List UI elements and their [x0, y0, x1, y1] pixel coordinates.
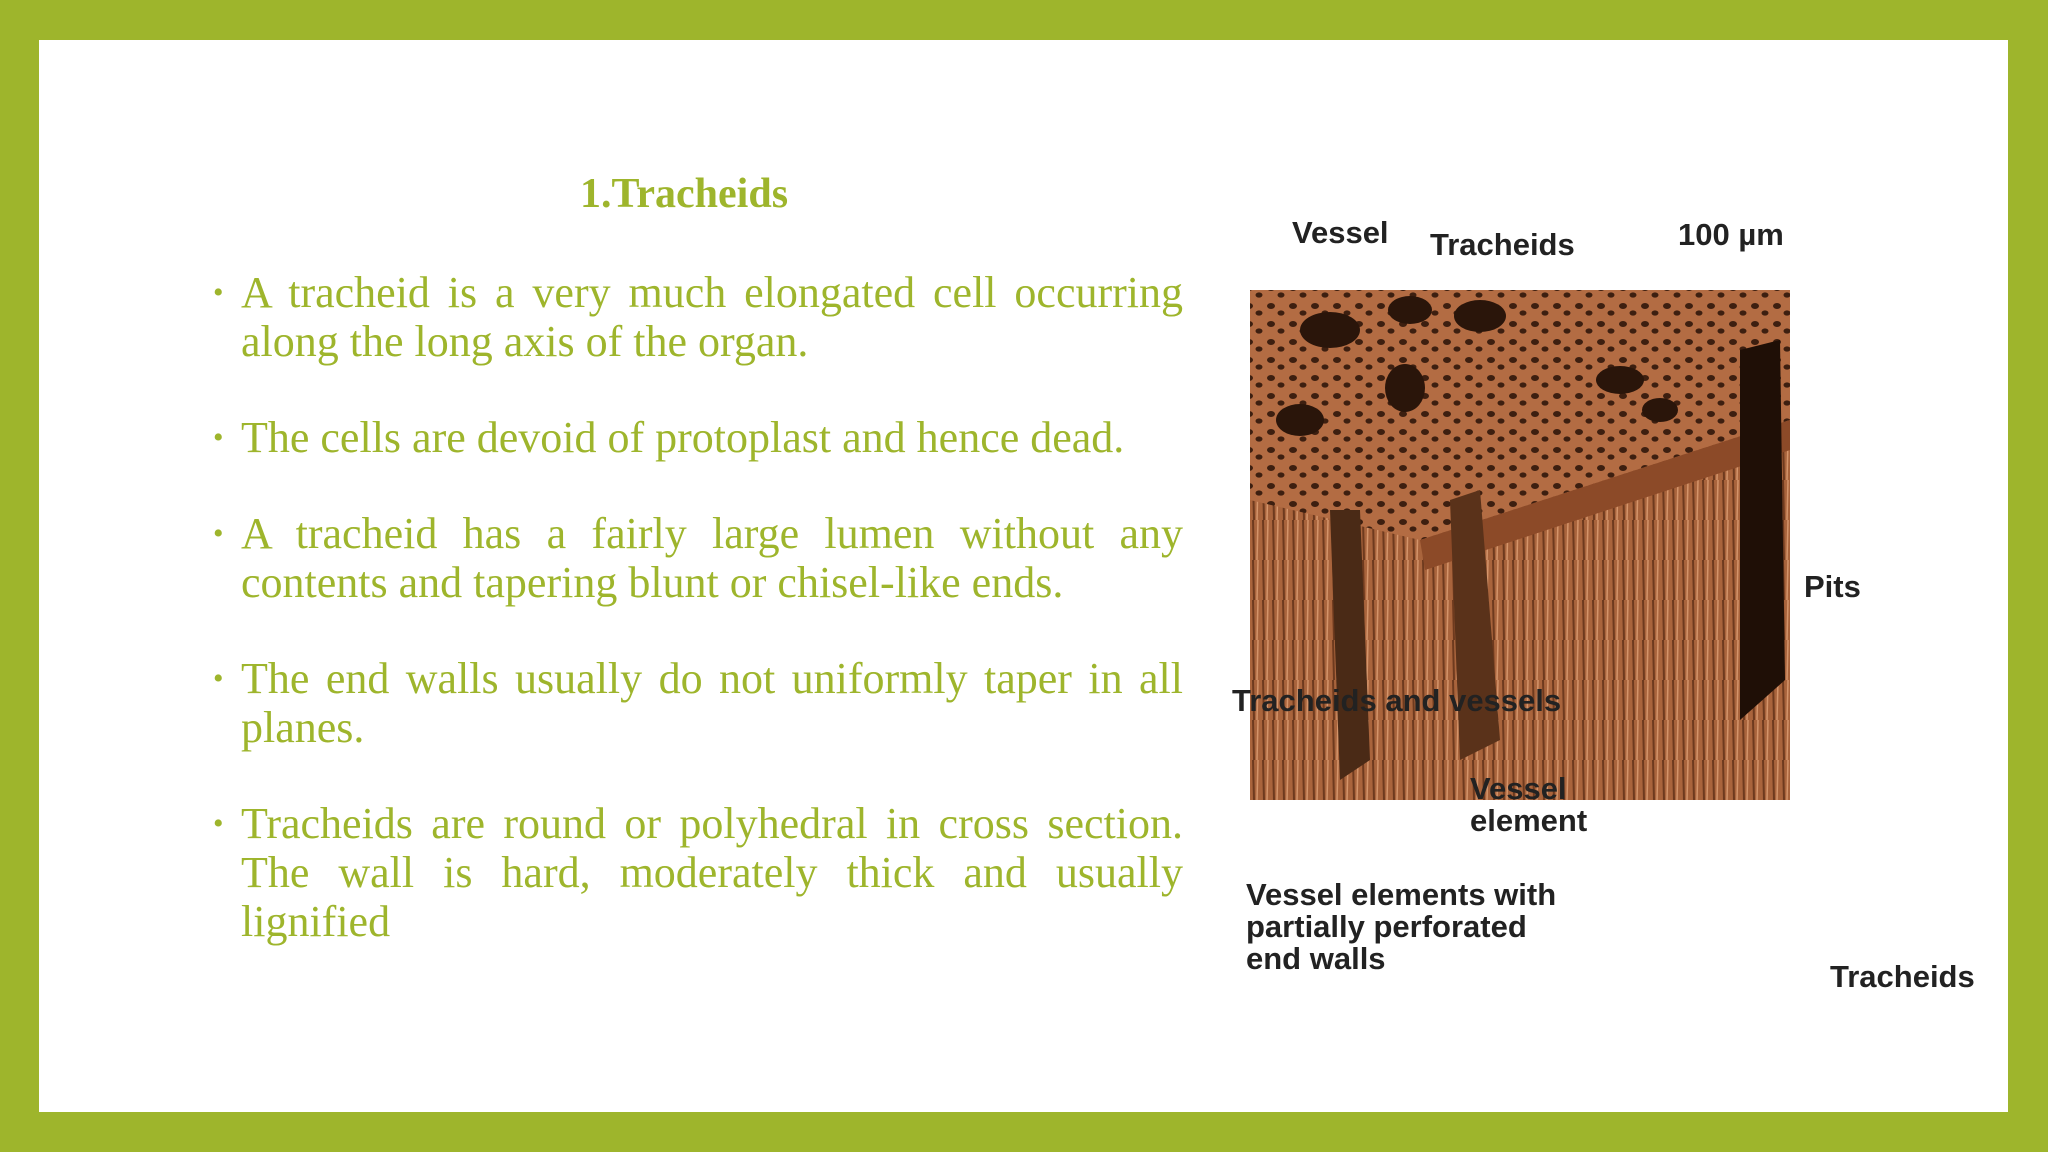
label-perforated-line3: end walls	[1246, 941, 1386, 976]
xylem-illustration	[1220, 120, 2020, 1020]
bullet-dot-icon: •	[213, 662, 224, 695]
label-pits: Pits	[1804, 569, 1861, 604]
label-tracheids-bottom: Tracheids	[1830, 959, 1975, 994]
label-vessel-element-line2: element	[1470, 803, 1588, 838]
label-perforated-line2: partially perforated	[1246, 909, 1527, 944]
micrograph-block	[1250, 290, 1790, 800]
bullet-item: • Tracheids are round or polyhedral in cross section. The wall is hard, moderately thick and usually lignified	[213, 799, 1183, 946]
bullet-item: • The cells are devoid of protoplast and hence dead.	[213, 413, 1125, 462]
label-tracheids-top: Tracheids	[1430, 227, 1575, 262]
label-scale-bar: 100 µm	[1678, 217, 1784, 252]
label-vessel-element-line1: Vessel	[1470, 771, 1567, 806]
bullet-list	[211, 268, 1183, 993]
bullet-dot-icon: •	[213, 276, 224, 309]
slide-title: 1.Tracheids	[580, 171, 789, 217]
label-vessel: Vessel	[1292, 215, 1389, 250]
bullet-dot-icon: •	[213, 517, 224, 550]
label-tracheids-and-vessels: Tracheids and vessels	[1232, 683, 1562, 718]
bullet-item: • A tracheid has a fairly large lumen without any contents and tapering blunt or chisel-like ends.	[213, 509, 1183, 607]
bullet-item: • A tracheid is a very much elongated cell occurring along the long axis of the organ.	[213, 268, 1183, 366]
bullet-dot-icon: •	[213, 807, 224, 840]
bullet-dot-icon: •	[213, 421, 224, 454]
bullet-item: • The end walls usually do not uniformly taper in all planes.	[213, 654, 1183, 752]
label-perforated-line1: Vessel elements with	[1246, 877, 1557, 912]
